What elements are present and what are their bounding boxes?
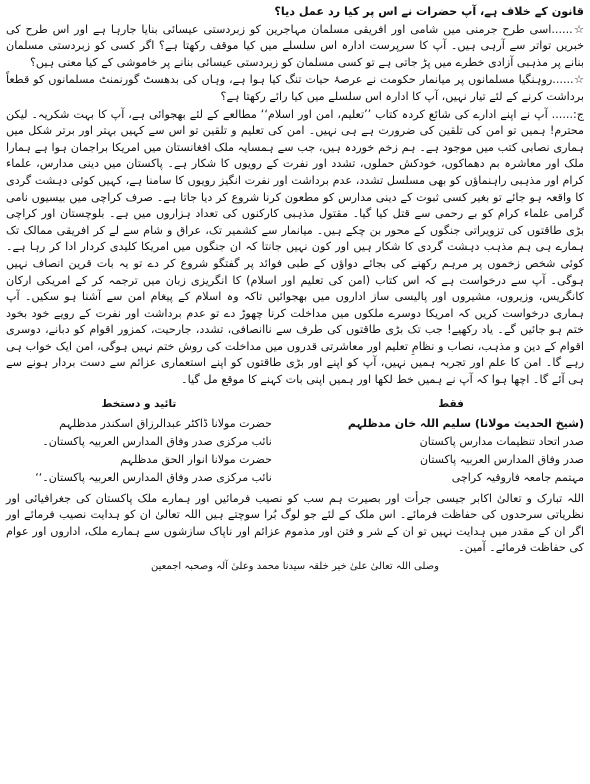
question-2: ☆......اسی طرح جرمنی میں شامی اور افریقی مسلمان مہاجرین کو زبردستی عیسائی بنایا جارہا ہے اور اس طرح کی خبریں تواتر سے آرہی ہیں۔ آپ کا سرپرست ادارہ اس سلسلے میں کیا موقف رکھتا ہے؟ اگر کسی کو زبردستی مسلمان بنانے پر مذہبی آزادی خطرے میں پڑ جاتی ہے تو کسی مسلمان کو زبردستی عیسائی بنانے پر خاموشی کے کیا معنی ہیں؟ [6, 22, 584, 69]
question-3: ☆......روہنگیا مسلمانوں پر میانمار حکومت نے عرصۂ حیات تنگ کیا ہوا ہے، وہاں کی بدھسٹ گورنمنٹ مسلمانوں کو قطعاً برداشت کرنے کے لئے تیار نہیں، آپ کا ادارہ اس سلسلے میں کیا رائے رکھتا ہے؟ [6, 73, 584, 103]
signature-name-left-2: حضرت مولانا انوار الحق مدظلہم [120, 452, 272, 466]
signature-name-left-1: حضرت مولانا ڈاکٹر عبدالرزاق اسکندر مدظلہم [59, 416, 272, 430]
signature-name-right: (شیخ الحدیث مولانا) سلیم اللہ خان مدظلہم [347, 416, 584, 430]
question-1-tail: قانون کے خلاف ہے، آپ حضرات نے اس پر کیا رد عمل دیا؟ [274, 5, 584, 18]
signature-title-right-1: صدر اتحاد تنظیمات مدارس پاکستان [419, 434, 584, 448]
closing-line: وصلی اللہ تعالیٰ علیٰ خیر خلقہ سیدنا محمد وعلیٰ آلہ وصحبہ اجمعین [151, 561, 439, 573]
signature-title-right-3: مہتمم جامعہ فاروقیہ کراچی [451, 470, 584, 484]
prayer-paragraph: اللہ تبارک و تعالیٰ اکابر جیسی جرأت اور بصیرت ہم سب کو نصیب فرمائیں اور ہمارے ملک پاکستان کی جغرافیائی اور نظریاتی سرحدوں کی حفاظت فرمائے۔ اس ملک کے لئے جو لوگ بُرا سوچتے ہیں اللہ تعالیٰ ان کو ہدایت نصیب فرمائے اور اگر ان کے مقدر میں ہدایت نہیں تو ان کے شر و فتن اور مذموم عزائم اور ناپاک سازشوں سے ہمارے ملک، اداروں اور عوام کی حفاظت فرمائے۔ آمین۔ [6, 491, 584, 555]
signature-heading-left: تائید و دستخط [101, 397, 177, 410]
signature-title-left-2: نائب مرکزی صدر وفاق المدارس العربیہ پاکستان۔‘‘ [35, 470, 272, 484]
answer-paragraph: ج:...... آپ نے اپنے ادارے کی شائع کردہ کتاب ’’تعلیم، امن اور اسلام‘‘ مطالعے کے لئے بھجوائی ہے، آپ کا بہت شکریہ۔ لیکن محترم! ہمیں تو امن کی تلقین کی ضرورت ہے ہی نہیں۔ امن کی تعلیم و تلقین تو اس سے کہیں بہتر اور برتر شکل میں ہماری نصابی کتب میں موجود ہے۔ ہم زخم خوردہ ہیں، جب سے ہمسایہ ملک افغانستان میں امریکا براجمان ہوا ہے ہمارا ملک اور معاشرہ بم دھماکوں، خودکش حملوں، تشدد اور نفرت کے رویوں کا شکار ہے۔ پاکستان میں دینی مدارس، علماء کرام اور مذہبی راہنماؤں کو بھی مسلسل تشدد، عدم برداشت اور نفرت انگیز رویوں کا سامنا ہے، کہیں کوئی دہشت گردی کا واقعہ ہو جائے تو بغیر کسی ثبوت کے دینی مدارس کو مطعون کرنا شروع کر دیا جاتا ہے۔ صرف کراچی میں بیسیوں نامی گرامی علماء کرام کو بے رحمی سے قتل کیا گیا۔ مقتول مذہبی کارکنوں کی تعداد ہزاروں میں ہے۔ بلوچستان اور کراچی بڑی طاقتوں کی تزویراتی جنگوں کے محور بن چکے ہیں۔ میانمار سے کشمیر تک، عراق و شام سے لے کر افریقی ممالک تک ہمارے ہی ہم مذہب دہشت گردی کا شکار ہیں اور کون نہیں جانتا کہ ان جنگوں میں امریکا کلیدی کردار ادا کر رہا ہے۔ کوئی شخص زخموں پر مرہم رکھنے کی بجائے دواؤں کے طبی فوائد پر گفتگو شروع کر دے تو یہ بات قرین انصاف نہیں ہوگی۔ آپ سے درخواست ہے کہ اس کتاب (امن کی تعلیم اور اسلام) کا انگریزی زبان میں ترجمہ کر کے امریکی ارکان کانگریس، وزیروں، مشیروں اور پالیسی ساز اداروں میں بھجوائیں تاکہ وہ اسلام کے پیغام امن سے آشنا ہو سکیں۔ آپ ہماری درخواست کریں کہ امریکا دوسرے ملکوں میں مداخلت کرنا چھوڑ دے تو عدم برداشت اور نفرت کے رویے خود بخود ختم ہو جائیں گے۔ یاد رکھیے! جب تک بڑی طاقتوں کی طرف سے ناانصافی، تشدد، جارحیت، کمزور اقوام کو دبانے، دوسری اقوام کے دین و مذہب، نصاب و نظامِ تعلیم اور معاشرتی قدروں میں مداخلت کی روش ختم نہیں ہوگی، امن ایک خواب ہی رہے گا۔ امن کا علم اور تجربہ ہمیں نہیں، آپ کو اپنے اور بڑی طاقتوں کو اپنے استعماری عزائم سے دست بردار ہونے سے ہی آئے گا۔ اچھا ہوا کہ آپ نے ہمیں خط لکھا اور ہمیں اپنی بات کہنے کا موقع مل گیا۔ [6, 107, 584, 387]
signature-column-left [6, 395, 272, 487]
signature-title-right-2: صدر وفاق المدارس العربیہ پاکستان [419, 452, 584, 466]
signature-column-right [318, 395, 584, 487]
signature-title-left-1: نائب مرکزی صدر وفاق المدارس العربیہ پاکستان۔ [42, 434, 272, 448]
signature-heading-right: فقط [438, 397, 464, 410]
signature-block [6, 395, 584, 487]
